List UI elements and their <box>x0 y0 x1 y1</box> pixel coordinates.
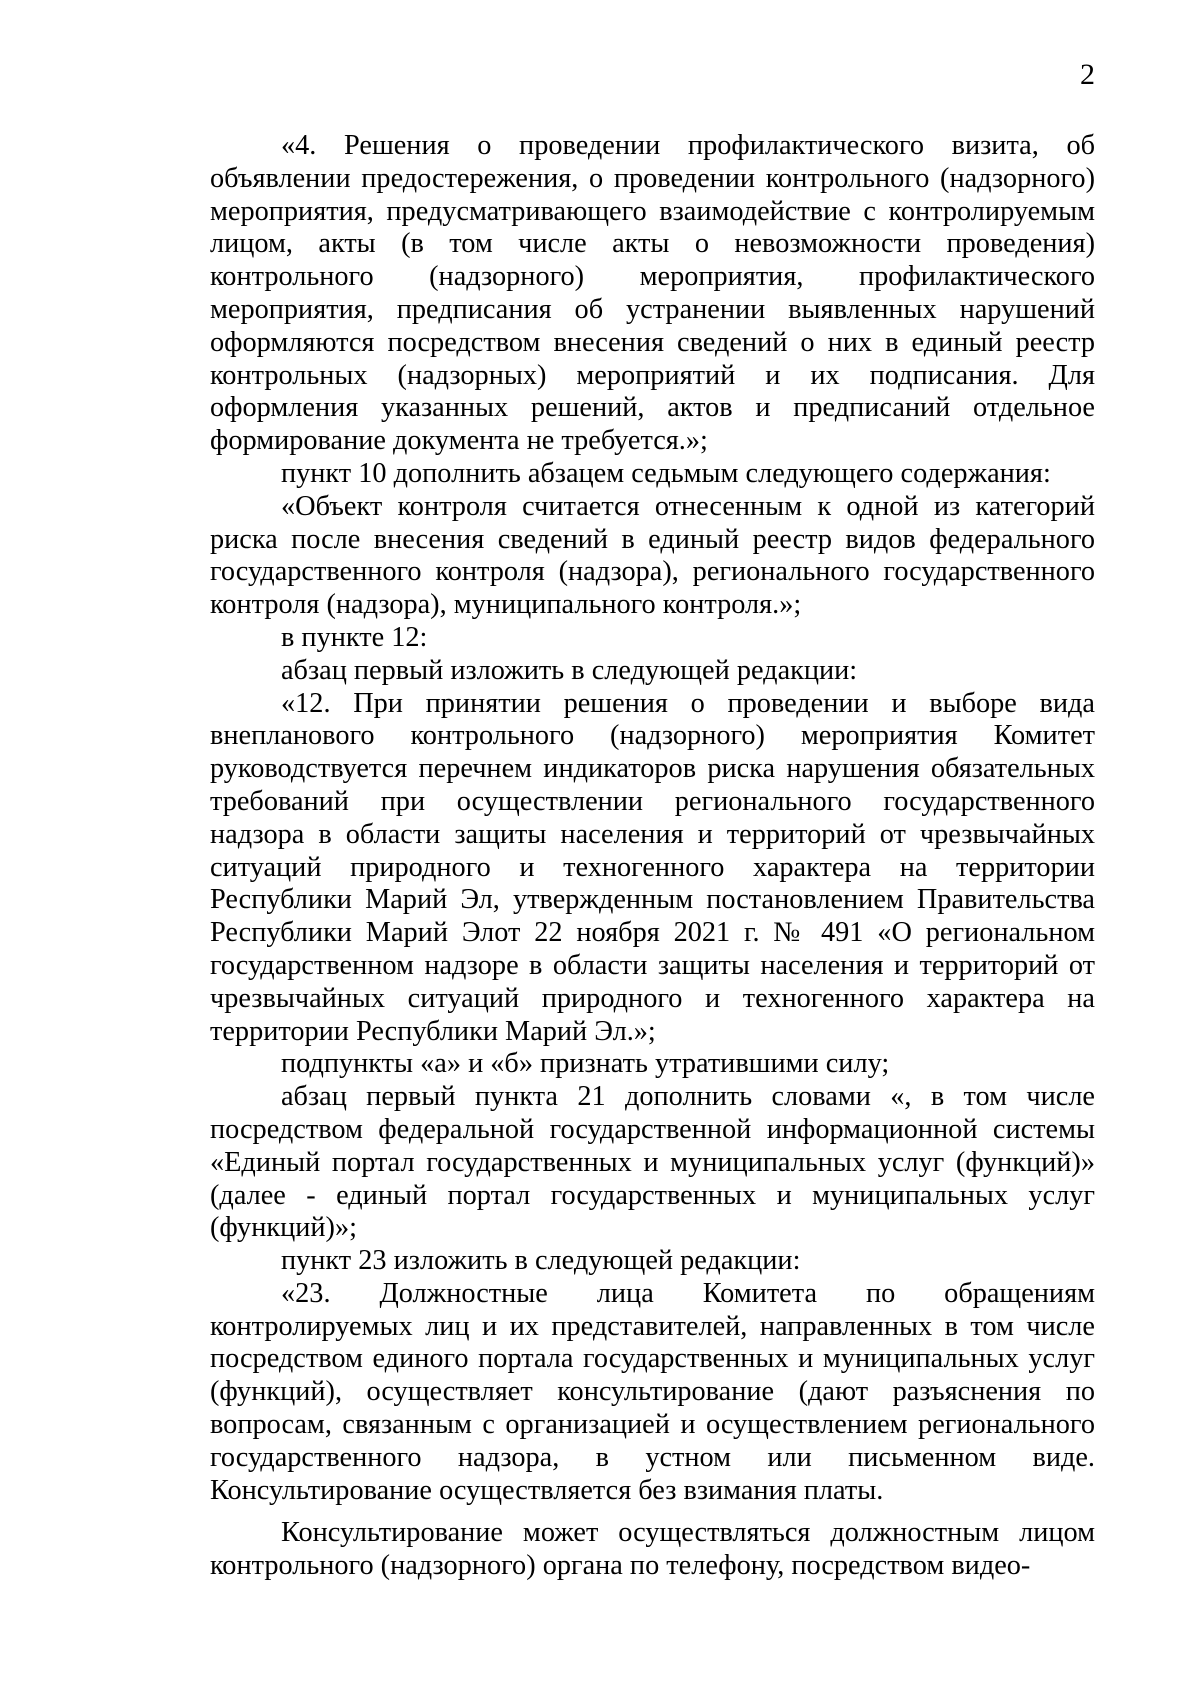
paragraph-3: «Объект контроля считается отнесенным к одной из категорий риска после внесения сведений в единый реестр видов федерального государственного контроля (надзора), регионального государственного контроля (надзора), муниципального контроля.»; <box>210 490 1095 621</box>
paragraph-1: «4. Решения о проведении профилактического визита, об объявлении предостережения, о проведении контрольного (надзорного) мероприятия, предусматривающего взаимодействие с контролируемым лицом, акты (в том числе акты о невозможности проведения) контрольного (надзорного) мероприятия, профилактического мероприятия, предписания об устранении выявленных нарушений оформляются посредством внесения сведений о них в единый реестр контрольных (надзорных) мероприятий и их подписания. Для оформления указанных решений, актов и предписаний отдельное формирование документа не требуется.»; <box>210 130 1095 457</box>
paragraph-4: в пункте 12: <box>281 621 428 653</box>
paragraph-8: абзац первый пункта 21 дополнить словами «, в том числе посредством федеральной государственной информационной системы «Единый портал государственных и муниципальных услуг (функций)» (далее - единый портал государственных и муниципальных услуг (функций)»; <box>210 1081 1095 1244</box>
paragraph-10: «23. Должностные лица Комитета по обращениям контролируемых лиц и их представителей, направленных в том числе посредством единого портала государственных и муниципальных услуг (функций), осуществляет консультирование (дают разъяснения по вопросам, связанным с организацией и осуществлением регионального государственного надзора, в устном или письменном виде. Консультирование осуществляется без взимания платы. <box>210 1277 1095 1506</box>
paragraph-2: пункт 10 дополнить абзацем седьмым следующего содержания: <box>281 457 1051 489</box>
paragraph-6: «12. При принятии решения о проведении и выборе вида внепланового контрольного (надзорного) мероприятия Комитет руководствуется перечнем индикаторов риска нарушения обязательных требований при осуществлении регионального государственного надзора в области защиты населения и территорий от чрезвычайных ситуаций природного и техногенного характера на территории Республики Марий Эл, утвержденным постановлением Правительства Республики Марий Элот 22 ноября 2021 г. № 491 «О региональном государственном надзоре в области защиты населения и территорий от чрезвычайных ситуаций природного и техногенного характера на территории Республики Марий Эл.»; <box>210 687 1095 1047</box>
paragraph-9: пункт 23 изложить в следующей редакции: <box>281 1245 801 1277</box>
paragraph-5: абзац первый изложить в следующей редакции: <box>281 654 858 686</box>
paragraph-7: подпункты «а» и «б» признать утратившими силу; <box>281 1048 890 1080</box>
document-body <box>210 130 1095 1583</box>
page-number: 2 <box>1080 58 1095 91</box>
paragraph-11: Консультирование может осуществляться должностным лицом контрольного (надзорного) органа по телефону, посредством видео- <box>210 1517 1095 1582</box>
